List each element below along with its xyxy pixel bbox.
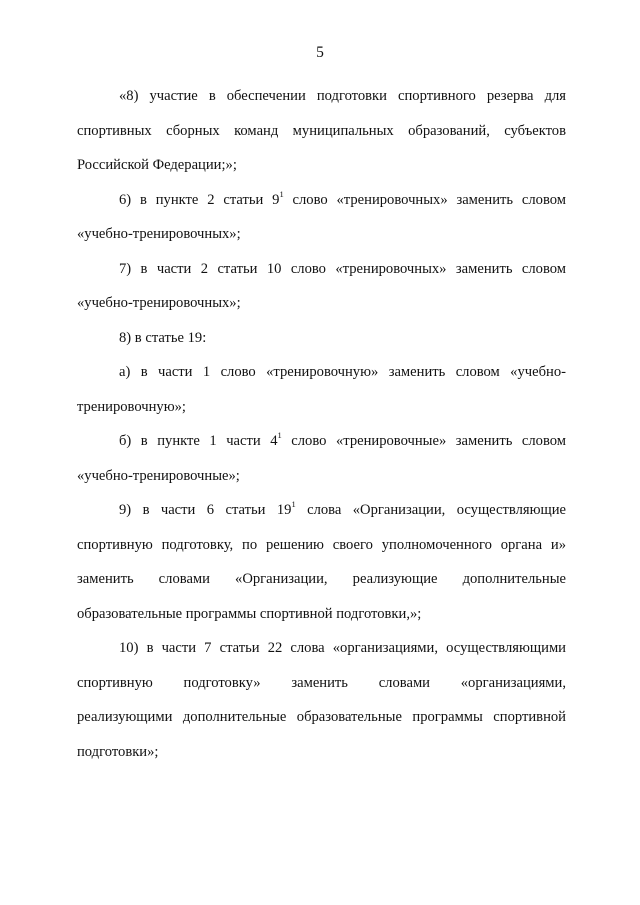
paragraph-line: «учебно-тренировочные»; [77,467,240,484]
paragraph-line: а) в части 1 слово «тренировочную» заменить словом «учебно- [119,364,566,380]
paragraph-7 [77,493,566,631]
paragraph-6 [77,424,566,493]
line-text: 9) в части 6 статьи 19 [119,502,292,518]
paragraph-line: «учебно-тренировочных»; [77,295,241,311]
paragraph-line: подготовки»; [77,743,159,760]
superscript: 1 [279,188,284,199]
superscript: 1 [277,430,282,441]
paragraph-line [77,493,566,528]
paragraph-line: спортивных сборных команд муниципальных образований, субъектов [77,122,566,139]
paragraph-line: «8) участие в обеспечении подготовки спортивного резерва для [119,88,566,104]
line-text: слова «Организации, осуществляющие [295,502,566,518]
paragraph-line: Российской Федерации;»; [77,157,237,173]
paragraph-4 [77,321,566,356]
line-text: слово «тренировочных» заменить словом [283,191,566,208]
paragraph-line: заменить словами «Организации, реализующие дополнительные [77,571,566,587]
paragraph-line: «учебно-тренировочных»; [77,226,241,242]
paragraph-line: спортивную подготовку» заменить словами «организациями, [77,674,566,691]
paragraph-3 [77,252,566,321]
paragraph-line [77,424,566,459]
paragraph-line: 8) в статье 19: [119,329,207,346]
paragraph-line [77,183,566,218]
line-text: 6) в пункте 2 статьи 9 [119,191,280,208]
superscript: 1 [291,499,296,510]
paragraph-8 [77,631,566,769]
paragraph-line: реализующими дополнительные образовательные программы спортивной [77,709,566,725]
line-text: б) в пункте 1 части 4 [119,433,278,449]
paragraph-line: образовательные программы спортивной подготовки,»; [77,605,422,622]
paragraph-2 [77,183,566,252]
paragraph-1 [77,79,566,183]
paragraph-line: 7) в части 2 статьи 10 слово «тренировочных» заменить словом [119,260,566,277]
document-body [77,79,566,769]
paragraph-line: спортивную подготовку, по решению своего уполномоченного органа и» [77,536,566,553]
page-number: 5 [316,44,324,61]
line-text: слово «тренировочные» заменить словом [281,433,566,449]
paragraph-5 [77,355,566,424]
paragraph-line: тренировочную»; [77,398,186,415]
paragraph-line: 10) в части 7 статьи 22 слова «организациями, осуществляющими [119,640,566,656]
